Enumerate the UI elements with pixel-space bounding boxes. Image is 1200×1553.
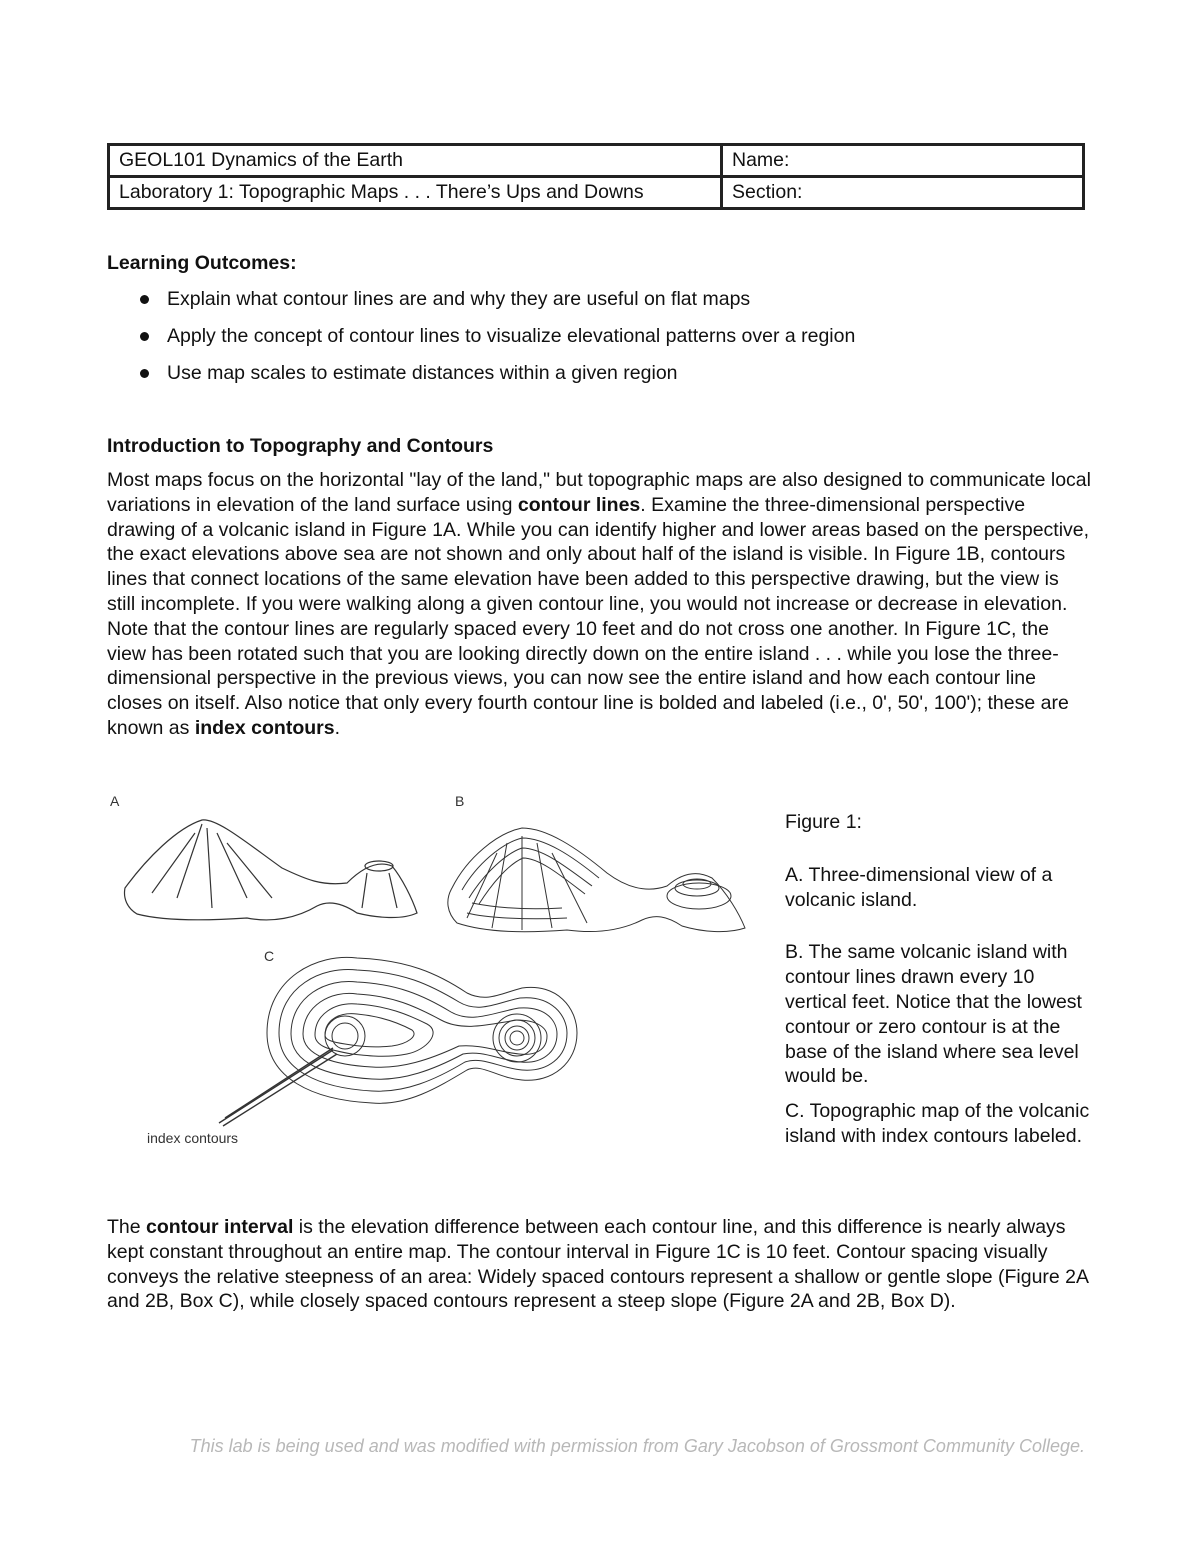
- contour-interval-paragraph: The contour interval is the elevation difference between each contour line, and this difference is nearly always kept constant throughout an entire map. The contour interval in Figure 1C is 10 feet. Contour spacing visually conveys the relative steepness of an area: Widely spaced contours represent a shallow or gentle slope (Figure 2A and 2B, Box C), while closely spaced contours represent a steep slope (Figure 2A and 2B, Box D).: [107, 1216, 1088, 1313]
- figure-label-c: C: [264, 948, 275, 964]
- section-field-label: Section:: [722, 177, 1084, 209]
- caption-a: A. Three-dimensional view of a volcanic island.: [785, 863, 1053, 911]
- caption-title: Figure 1:: [785, 811, 862, 833]
- learning-outcomes-list: [140, 287, 855, 398]
- learning-outcomes-heading: Learning Outcomes:: [107, 252, 297, 274]
- lab-title: Laboratory 1: Topographic Maps . . . There’s Ups and Downs: [109, 177, 722, 209]
- figure-c-contour-map: [219, 957, 577, 1126]
- figure-label-b: B: [455, 793, 465, 809]
- figure-1-drawing: [107, 788, 757, 1153]
- term-contour-lines: contour lines: [517, 493, 641, 516]
- caption-b: B. The same volcanic island with contour lines drawn every 10 vertical feet. Notice that the lowest contour or zero contour is at the base of the island where sea level would be.: [785, 941, 1082, 1088]
- term-index-contours: index contours: [194, 716, 335, 739]
- index-contours-label: index contours: [147, 1130, 239, 1146]
- name-field-label: Name:: [722, 145, 1084, 177]
- figure-caption: [785, 810, 1090, 1149]
- bullet-icon: [140, 369, 149, 378]
- figure-a-island: [125, 820, 418, 920]
- list-item: Apply the concept of contour lines to visualize elevational patterns over a region: [140, 324, 855, 361]
- list-item: Use map scales to estimate distances within a given region: [140, 361, 855, 398]
- figure-1: [107, 788, 757, 1153]
- header-table: [107, 143, 1085, 210]
- bullet-icon: [140, 332, 149, 341]
- footer-credit: This lab is being used and was modified with permission from Gary Jacobson of Grossmont Community College.: [189, 1436, 1085, 1456]
- course-title: GEOL101 Dynamics of the Earth: [109, 145, 722, 177]
- intro-paragraph: Most maps focus on the horizontal "lay of the land," but topographic maps are also designed to communicate local variations in elevation of the land surface using contour lines. Examine the three-dimensional perspective drawing of a volcanic island in Figure 1A. While you can identify higher and lower areas based on the perspective, the exact elevations above sea are not shown and only about half of the island is visible. In Figure 1B, contours lines that connect locations of the same elevation have been added to this perspective drawing, but the view is still incomplete. If you were walking along a given contour line, you would not increase or decrease in elevation. Note that the contour lines are regularly spaced every 10 feet and do not cross one another. In Figure 1C, the view has been rotated such that you are looking directly down on the entire island . . . while you lose the three-dimensional perspective in the previous views, you can now see the entire island and how each contour line closes on itself. Also notice that only every fourth contour line is bolded and labeled (i.e., 0', 50', 100'); these are known as index contours.: [107, 469, 1091, 739]
- term-contour-interval: contour interval: [146, 1216, 294, 1238]
- intro-heading: Introduction to Topography and Contours: [107, 435, 494, 457]
- figure-b-island: [448, 828, 745, 932]
- list-item: Explain what contour lines are and why they are useful on flat maps: [140, 287, 855, 324]
- bullet-icon: [140, 295, 149, 304]
- caption-c: C. Topographic map of the volcanic island with index contours labeled.: [785, 1100, 1090, 1147]
- figure-label-a: A: [110, 793, 120, 809]
